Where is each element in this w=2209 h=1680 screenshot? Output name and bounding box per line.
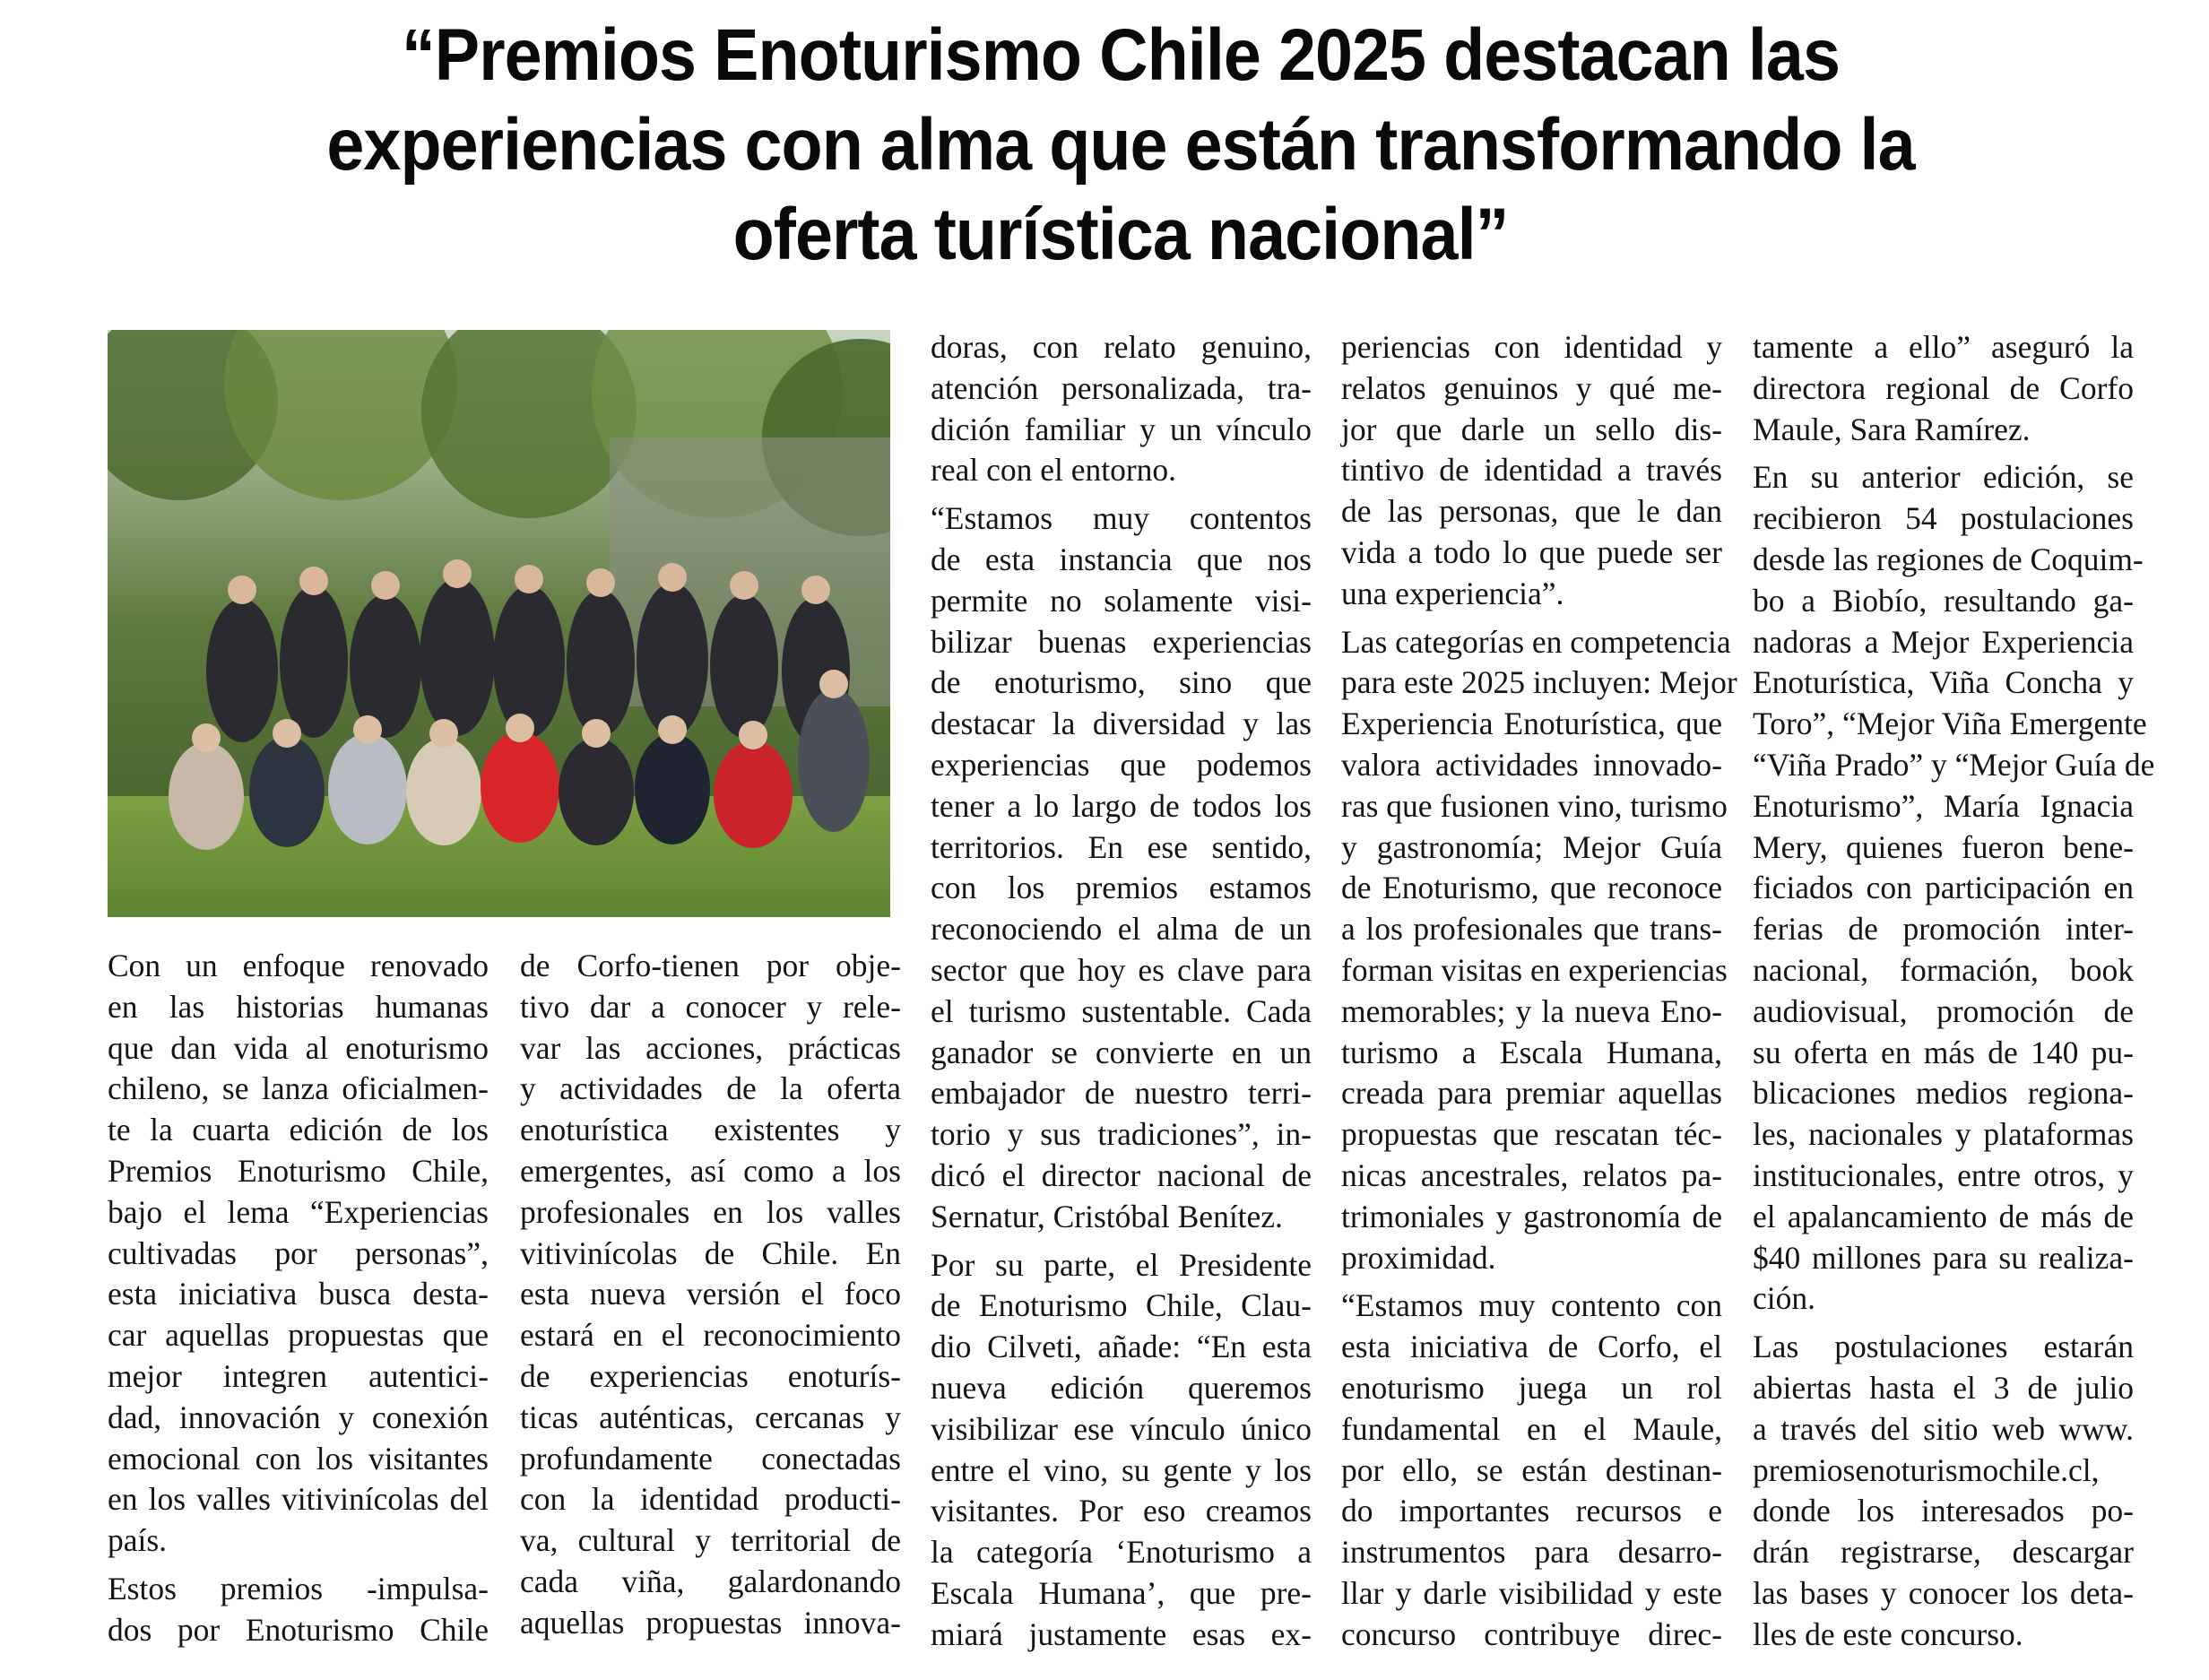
text-line: dos por Enoturismo Chile [108, 1611, 489, 1648]
text-line: visibilizar ese vínculo único [931, 1410, 1312, 1447]
text-line: profundamente conectadas [520, 1440, 901, 1476]
headline-line-3: oferta turística nacional” [732, 194, 1509, 275]
text-line: cultivadas por personas”, [108, 1234, 489, 1271]
text-line: tener a lo largo de todos los [931, 787, 1312, 824]
text-line: propuestas que rescatan téc- [1341, 1116, 1722, 1153]
text-line: Estos premios -impulsa- [108, 1570, 489, 1606]
text-line: abiertas hasta el 3 de julio [1753, 1369, 2134, 1406]
text-line: Escala Humana’, que pre- [931, 1574, 1312, 1611]
text-line: de experiencias enoturís- [520, 1357, 901, 1394]
text-line: las bases y conocer los deta- [1753, 1574, 2134, 1611]
text-column-3 [931, 327, 1312, 1656]
text-line: dad, innovación y conexión [108, 1399, 489, 1435]
text-line: cada viña, galardonando [520, 1563, 901, 1599]
text-line: ras que fusionen vino, turismo [1341, 787, 1728, 824]
text-line: ganador se convierte en un [931, 1034, 1312, 1070]
text-line: torio y sus tradiciones”, in- [931, 1116, 1312, 1153]
text-line: “Estamos muy contento con [1341, 1287, 1722, 1324]
text-line: forman visitas en experiencias [1341, 951, 1728, 988]
text-line: Enoturismo”, María Ignacia [1753, 787, 2134, 824]
text-line: relatos genuinos y qué me- [1341, 369, 1722, 406]
text-line: les, nacionales y plataformas [1753, 1116, 2134, 1153]
text-line: en los valles vitivinícolas del [108, 1481, 489, 1518]
text-line: de enoturismo, sino que [931, 664, 1312, 701]
text-line: con la identidad producti- [520, 1481, 901, 1518]
group-photo [108, 330, 890, 917]
text-line: dio Cilveti, añade: “En esta [931, 1329, 1312, 1365]
text-line: memorables; y la nueva Eno- [1341, 992, 1722, 1029]
text-line: Maule, Sara Ramírez. [1753, 411, 2031, 447]
text-line: ferias de promoción inter- [1753, 911, 2134, 948]
text-line: proximidad. [1341, 1239, 1496, 1276]
text-line: va, cultural y territorial de [520, 1522, 901, 1559]
text-line: $40 millones para su realiza- [1753, 1239, 2134, 1276]
text-line: nadoras a Mejor Experiencia [1753, 623, 2134, 660]
text-line: creada para premiar aquellas [1341, 1075, 1722, 1112]
text-line: Enoturística, Viña Concha y [1753, 664, 2134, 701]
text-line: esta iniciativa de Corfo, el [1341, 1329, 1722, 1365]
text-line: llar y darle visibilidad y este [1341, 1574, 1722, 1611]
text-line: do importantes recursos e [1341, 1493, 1722, 1529]
text-line: entre el vino, su gente y los [931, 1451, 1312, 1488]
text-line: recibieron 54 postulaciones [1753, 500, 2134, 537]
text-line: para este 2025 incluyen: Mejor [1341, 664, 1737, 701]
text-line: nacional, formación, book [1753, 951, 2134, 988]
text-line: a través del sitio web www. [1753, 1410, 2134, 1447]
group-photo-icon [108, 330, 890, 917]
text-line: reconociendo el alma de un [931, 911, 1312, 948]
text-line: de Corfo-tienen por obje- [520, 948, 901, 983]
text-line: esta iniciativa busca desta- [108, 1276, 489, 1312]
text-line: lles de este concurso. [1753, 1615, 2023, 1652]
text-line: de Enoturismo Chile, Clau- [931, 1287, 1312, 1324]
text-line: jor que darle un sello dis- [1341, 411, 1722, 447]
text-line: dición familiar y un vínculo [931, 411, 1312, 447]
text-line: te la cuarta edición de los [108, 1112, 489, 1148]
text-line: Por su parte, el Presidente [931, 1246, 1312, 1283]
text-line: tintivo de identidad a través [1341, 452, 1722, 489]
text-line: car aquellas propuestas que [108, 1317, 489, 1354]
text-line: institucionales, entre otros, y [1753, 1156, 2134, 1193]
text-line: nicas ancestrales, relatos pa- [1341, 1156, 1722, 1193]
text-line: Toro”, “Mejor Viña Emergente [1753, 706, 2147, 742]
text-line: el apalancamiento de más de [1753, 1198, 2134, 1234]
text-line: de Enoturismo, que reconoce [1341, 870, 1722, 906]
text-line: Experiencia Enoturística, que [1341, 706, 1722, 742]
text-line: periencias con identidad y [1341, 329, 1722, 365]
text-line: miará justamente esas ex- [931, 1615, 1312, 1652]
text-line: emocional con los visitantes [108, 1440, 489, 1476]
text-line: “Viña Prado” y “Mejor Guía de [1753, 746, 2155, 783]
text-line: profesionales en los valles [520, 1193, 901, 1230]
text-line: mejor integren autentici- [108, 1357, 489, 1394]
text-line: bajo el lema “Experiencias [108, 1193, 489, 1230]
text-column-5 [1753, 327, 2155, 1656]
text-line: por ello, se están destinan- [1341, 1451, 1722, 1488]
article-headline [188, 11, 2052, 280]
text-line: que dan vida al enoturismo [108, 1029, 489, 1066]
text-line: concurso contribuye direc- [1341, 1615, 1722, 1652]
text-line: a los profesionales que trans- [1341, 911, 1722, 948]
text-line: vida a todo lo que puede ser [1341, 533, 1722, 570]
text-line: ticas auténticas, cercanas y [520, 1399, 901, 1435]
text-line: visitantes. Por eso creamos [931, 1493, 1312, 1529]
text-line: valora actividades innovado- [1341, 746, 1722, 783]
text-line: audiovisual, promoción de [1753, 992, 2134, 1029]
text-line: embajador de nuestro terri- [931, 1075, 1312, 1112]
headline-line-2: experiencias con alma que están transformando la [326, 104, 1915, 186]
text-column-4 [1341, 327, 1737, 1656]
text-line: dicó el director nacional de [931, 1156, 1312, 1193]
text-line: y actividades de la oferta [520, 1070, 901, 1107]
text-line: enoturismo juega un rol [1341, 1369, 1722, 1406]
text-line: de esta instancia que nos [931, 541, 1312, 577]
text-line: en las historias humanas [108, 988, 489, 1025]
text-line: atención personalizada, tra- [931, 369, 1312, 406]
text-line: estará en el reconocimiento [520, 1317, 901, 1354]
text-line: experiencias que podemos [931, 746, 1312, 783]
text-line: Mery, quienes fueron bene- [1753, 828, 2134, 865]
headline-line-1: “Premios Enoturismo Chile 2025 destacan las [402, 14, 1840, 96]
text-line: blicaciones medios regiona- [1753, 1075, 2134, 1112]
text-line: Con un enfoque renovado [108, 948, 489, 983]
text-line: aquellas propuestas innova- [520, 1604, 901, 1641]
text-line: directora regional de Corfo [1753, 369, 2134, 406]
text-line: el turismo sustentable. Cada [931, 992, 1312, 1029]
text-line: nueva edición queremos [931, 1369, 1312, 1406]
text-column-1 [108, 946, 489, 1651]
text-line: doras, con relato genuino, [931, 329, 1312, 365]
text-line: fundamental en el Maule, [1341, 1410, 1722, 1447]
text-line: chileno, se lanza oficialmen- [108, 1070, 489, 1107]
text-line: la categoría ‘Enoturismo a [931, 1534, 1312, 1571]
text-line: bilizar buenas experiencias [931, 623, 1312, 660]
text-line: tivo dar a conocer y rele- [520, 988, 901, 1025]
text-line: Premios Enoturismo Chile, [108, 1152, 489, 1189]
text-line: donde los interesados po- [1753, 1493, 2134, 1529]
text-line: ficiados con participación en [1753, 870, 2134, 906]
text-line: trimoniales y gastronomía de [1341, 1198, 1722, 1234]
text-line: sector que hoy es clave para [931, 951, 1312, 988]
text-line: real con el entorno. [931, 452, 1177, 489]
text-line: En su anterior edición, se [1753, 459, 2134, 496]
text-line: desde las regiones de Coquim- [1753, 541, 2144, 577]
text-line: su oferta en más de 140 pu- [1753, 1034, 2134, 1070]
text-line: bo a Biobío, resultando ga- [1753, 582, 2134, 619]
text-line: tamente a ello” aseguró la [1753, 329, 2134, 365]
text-column-2 [520, 946, 901, 1644]
text-line: Las categorías en competencia [1341, 623, 1731, 660]
text-line: instrumentos para desarro- [1341, 1534, 1722, 1571]
text-line: Las postulaciones estarán [1753, 1329, 2134, 1365]
text-line: territorios. En ese sentido, [931, 828, 1312, 865]
text-line: enoturística existentes y [520, 1112, 901, 1148]
text-line: vitivinícolas de Chile. En [520, 1234, 901, 1271]
text-line: de las personas, que le dan [1341, 493, 1722, 530]
text-line: esta nueva versión el foco [520, 1276, 901, 1312]
text-line: premiosenoturismochile.cl, [1753, 1451, 2100, 1488]
text-line: y gastronomía; Mejor Guía [1341, 828, 1722, 865]
text-line: turismo a Escala Humana, [1341, 1034, 1722, 1070]
text-line: Sernatur, Cristóbal Benítez. [931, 1198, 1283, 1234]
text-line: permite no solamente visi- [931, 582, 1312, 619]
text-line: emergentes, así como a los [520, 1152, 901, 1189]
text-line: una experiencia”. [1341, 575, 1564, 611]
text-line: país. [108, 1522, 168, 1559]
text-line: ción. [1753, 1280, 1815, 1317]
text-line: “Estamos muy contentos [931, 500, 1312, 537]
text-line: var las acciones, prácticas [520, 1029, 901, 1066]
text-line: destacar la diversidad y las [931, 706, 1312, 742]
text-line: con los premios estamos [931, 870, 1312, 906]
text-line: drán registrarse, descargar [1753, 1534, 2134, 1571]
